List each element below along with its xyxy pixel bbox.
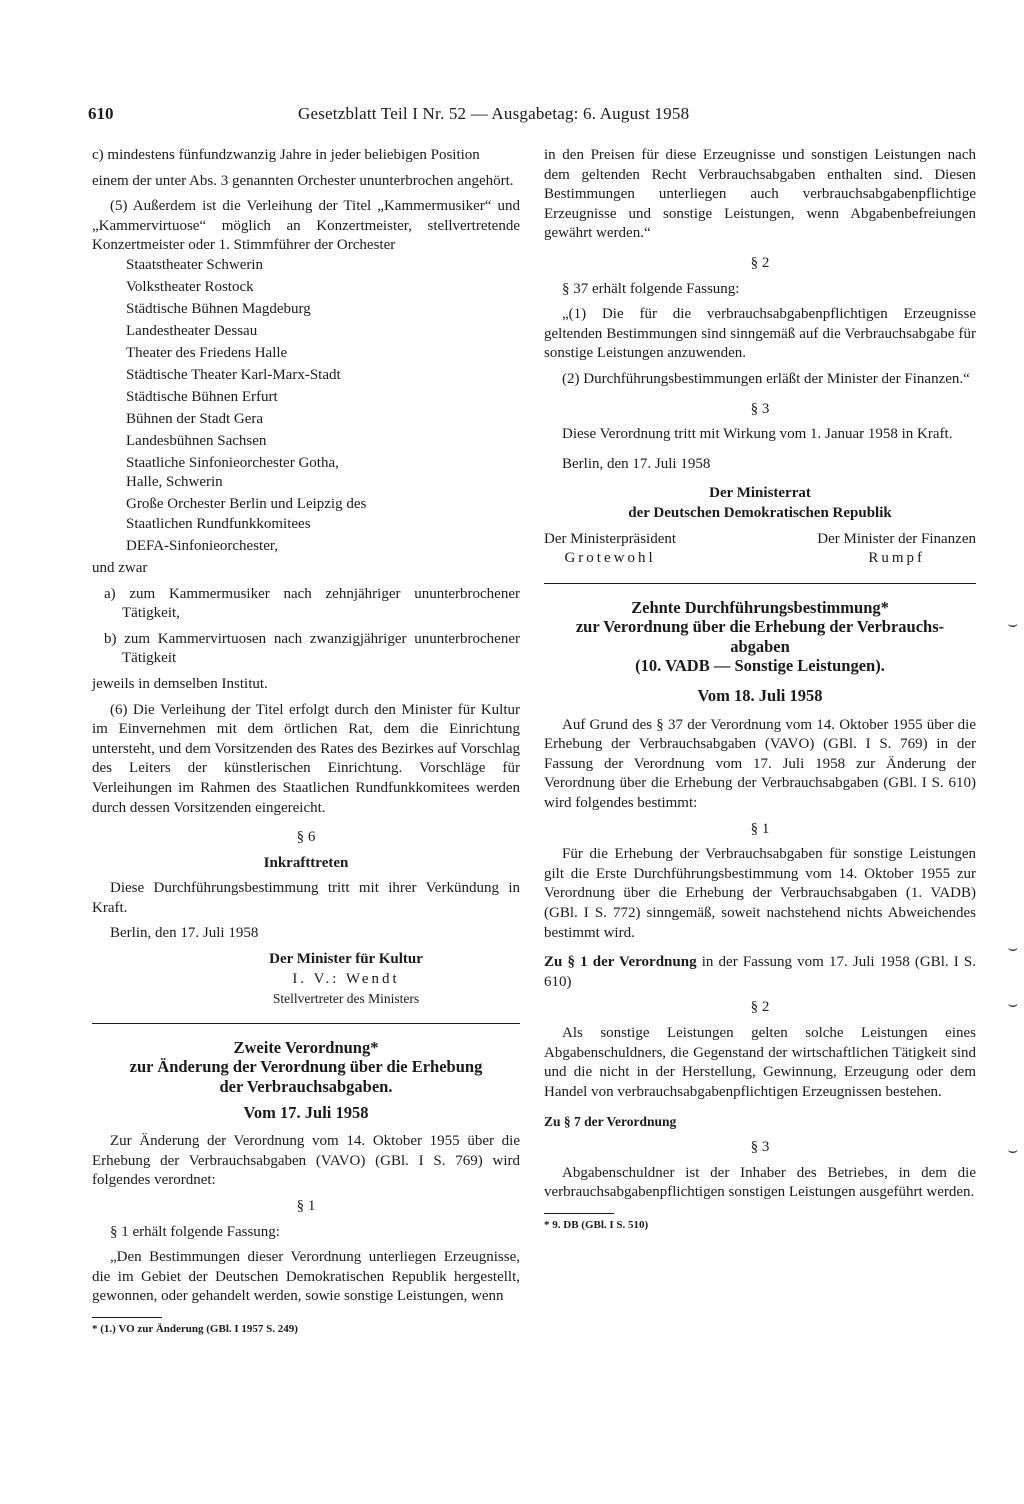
regulation-title-line: (10. VADB — Sonstige Leistungen). xyxy=(635,656,885,676)
signature-right xyxy=(817,530,976,569)
paragraph: Als sonstige Leistungen gelten solche Leistungen eines Abgabenschuldners, die Gegenstand der wirtschaftlichen Tätigkeit sind und die nicht in der Herstellung, Gewinnung, Erzeugung oder dem Handel von verbrauchsabgabenpflichtigen Erzeugnissen bestehen. xyxy=(544,1024,976,1100)
margin-mark: ⌣ xyxy=(1007,996,1018,1013)
left-column xyxy=(92,146,520,1336)
list-item: Volkstheater Rostock xyxy=(126,278,254,295)
divider xyxy=(544,583,976,584)
section-3: § 3 xyxy=(750,400,770,417)
running-title: Gesetzblatt Teil I Nr. 52 — Ausgabetag: 6. August 1958 xyxy=(298,104,690,123)
place-date: Berlin, den 17. Juli 1958 xyxy=(562,455,711,472)
signature: I. V.: Wendt xyxy=(292,970,400,987)
list-item: DEFA-Sinfonieorchester, xyxy=(126,537,278,554)
paragraph: Diese Durchführungsbestimmung tritt mit ihrer Verkündung in Kraft. xyxy=(92,880,520,916)
margin-mark: ⌣ xyxy=(1007,616,1018,633)
signatory-title: Der Minister der Finanzen xyxy=(817,530,976,547)
section-2: § 2 xyxy=(750,999,770,1016)
signature-block xyxy=(544,530,976,569)
quoted-text: (2) Durchführungsbestimmungen erläßt der Minister der Finanzen.“ xyxy=(562,370,970,387)
list-item: Theater des Friedens Halle xyxy=(126,344,288,361)
signatory-body: Der Ministerrat xyxy=(709,485,811,502)
footnote: * 9. DB (GBl. I S. 510) xyxy=(544,1218,649,1231)
regulation-title-line: zur Verordnung über die Erhebung der Verbrauchs- xyxy=(575,617,945,637)
section-1: § 1 xyxy=(296,1198,316,1214)
paragraph: in den Preisen für diese Erzeugnisse und sonstigen Leistungen nach dem geltenden Recht Verbrauchsabgaben enthalten sind. Diesen Bestimmungen unterliegen auch verbrauchsabgabenpflichtige Erzeugnisse und sonstige Leistungen, wenn Abgabenbefreiungen gewährt werden.“ xyxy=(544,147,976,242)
paragraph: und zwar xyxy=(92,559,148,576)
page-number: 610 xyxy=(88,104,114,123)
section-1: § 1 xyxy=(750,820,770,837)
paragraph: einem der unter Abs. 3 genannten Orchester ununterbrochen angehört. xyxy=(92,172,514,189)
regulation-title-line: abgaben xyxy=(730,636,790,656)
footnote-rule xyxy=(544,1213,614,1214)
signature-left xyxy=(544,530,676,569)
quoted-text: „(1) Die für die verbrauchsabgabenpflichtigen Erzeugnisse geltenden Bestimmungen sind sinngemäß auf die Verbrauchsabgabe für sonstige Leistungen anzuwenden. xyxy=(544,306,976,362)
orchestra-list xyxy=(92,256,520,557)
paragraph-5: (5) Außerdem ist die Verleihung der Titel „Kammermusiker“ und „Kammervirtuose“ möglich an Konzertmeister, stellvertretende Konzertmeister oder 1. Stimmführer der Orchester xyxy=(92,198,520,254)
place-date: Berlin, den 17. Juli 1958 xyxy=(110,925,259,942)
paragraph xyxy=(544,953,976,992)
ordinance-title-line: Zweite Verordnung* xyxy=(233,1037,379,1057)
reference-label: Zu § 7 der Verordnung xyxy=(544,1114,677,1130)
list-item: Städtische Bühnen Erfurt xyxy=(126,388,278,405)
signature: Grotewohl xyxy=(564,550,656,567)
margin-mark: ⌣ xyxy=(1007,940,1018,957)
list-item: Staatstheater Schwerin xyxy=(126,256,264,273)
list-item: Staatliche Sinfonieorchester Gotha, Halle, Schwerin xyxy=(126,454,339,491)
reference-label: Zu § 1 der Verordnung xyxy=(544,954,697,971)
list-item: Landestheater Dessau xyxy=(126,322,258,339)
list-item: Landesbühnen Sachsen xyxy=(126,432,267,449)
list-item: Bühnen der Stadt Gera xyxy=(126,410,264,427)
signatory-role: Stellvertreter des Ministers xyxy=(272,991,420,1007)
section-6: § 6 xyxy=(296,829,316,846)
right-column xyxy=(544,146,976,1232)
ordinance-date: Vom 17. Juli 1958 xyxy=(243,1102,369,1122)
quoted-text: „Den Bestimmungen dieser Verordnung unterliegen Erzeugnisse, die im Gebiet der Deutschen Demokratischen Republik hergestellt, gewonnen, oder gehandelt werden, sowie sonstige Leistungen, wenn xyxy=(92,1249,520,1305)
paragraph: Auf Grund des § 37 der Verordnung vom 14. Oktober 1955 über die Erhebung der Verbrauchsabgaben (VAVO) (GBl. I S. 769) in der Fassung der Verordnung vom 17. Juli 1958 zur Änderung der Verordnung über die Erhebung der Verbrauchsabgaben (GBl. I S. 610) wird folgendes bestimmt: xyxy=(544,716,976,812)
footnote: * (1.) VO zur Änderung (GBl. I 1957 S. 249) xyxy=(92,1322,298,1335)
reference-text: in der Fassung vom 17. Juli 1958 (GBl. I S. 610) xyxy=(544,954,976,990)
section-2: § 2 xyxy=(750,254,770,271)
paragraph: § 1 erhält folgende Fassung: xyxy=(110,1223,280,1240)
signatory-title: Der Minister für Kultur xyxy=(269,951,423,968)
footnote-rule xyxy=(92,1317,162,1318)
paragraph: jeweils in demselben Institut. xyxy=(92,675,268,692)
section-3: § 3 xyxy=(750,1138,770,1155)
margin-mark: ⌣ xyxy=(1007,1142,1018,1159)
page-header xyxy=(88,104,788,128)
list-item: Städtische Theater Karl-Marx-Stadt xyxy=(126,366,341,383)
ordinance-title-line: zur Änderung der Verordnung über die Erhebung xyxy=(129,1057,483,1077)
ordinance-title-line: der Verbrauchsabgaben. xyxy=(219,1077,393,1097)
paragraph: Diese Verordnung tritt mit Wirkung vom 1. Januar 1958 in Kraft. xyxy=(562,426,953,443)
item-b: b) zum Kammervirtuosen nach zwanzigjähriger ununterbrochener Tätigkeit xyxy=(104,630,520,667)
signature: Rumpf xyxy=(868,550,925,567)
paragraph: Für die Erhebung der Verbrauchsabgaben für sonstige Leistungen gilt die Erste Durchführungsbestimmung vom 14. Oktober 1955 zur Verordnung über die Erhebung der Verbrauchsabgaben (1. VADB) (GBl. I S. 772) sinngemäß, soweit nachstehend nichts Abweichendes bestimmt wird. xyxy=(544,846,976,941)
signatory-body: der Deutschen Demokratischen Republik xyxy=(628,504,892,521)
list-item: Städtische Bühnen Magdeburg xyxy=(126,300,311,317)
paragraph: Zur Änderung der Verordnung vom 14. Oktober 1955 über die Erhebung der Verbrauchsabgaben (VAVO) (GBl. I S. 769) wird folgendes verordnet: xyxy=(92,1133,520,1189)
item-a: a) zum Kammermusiker nach zehnjähriger ununterbrochener Tätigkeit, xyxy=(104,585,520,622)
divider xyxy=(92,1023,520,1024)
paragraph: § 37 erhält folgende Fassung: xyxy=(562,280,740,297)
paragraph-6: (6) Die Verleihung der Titel erfolgt durch den Minister für Kultur im Einvernehmen mit dem örtlichen Rat, dem die Einrichtung untersteht, und dem Vorsitzenden des Rates des Bezirkes auf Vorschlag des Leiters der künstlerischen Einrichtung. Vorschläge für Verleihungen im Rahmen des Staatlichen Rundfunkkomitees werden durch dessen Vorsitzenden eingereicht. xyxy=(92,701,520,816)
section-heading: Inkrafttreten xyxy=(263,854,349,871)
item-c: c) mindestens fünfundzwanzig Jahre in jeder beliebigen Position xyxy=(92,147,480,163)
paragraph: Abgabenschuldner ist der Inhaber des Betriebes, in dem die verbrauchsabgabenpflichtigen sonstigen Leistungen ausgeführt werden. xyxy=(544,1164,976,1201)
regulation-date: Vom 18. Juli 1958 xyxy=(697,686,823,706)
signatory-title: Der Ministerpräsident xyxy=(544,530,677,547)
regulation-title-line: Zehnte Durchführungsbestimmung* xyxy=(631,597,889,617)
list-item: Große Orchester Berlin und Leipzig des Staatlichen Rundfunkkomitees xyxy=(126,496,367,532)
